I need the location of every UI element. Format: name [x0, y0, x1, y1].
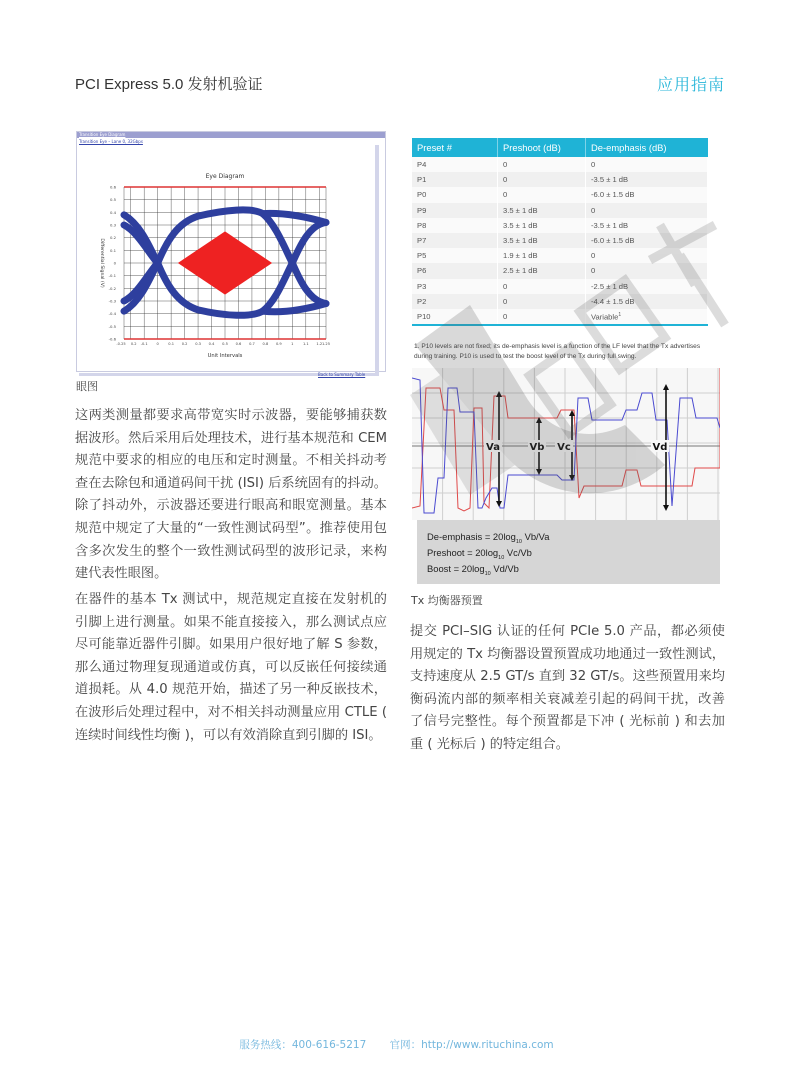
- x-tick-label: 1.2: [316, 342, 323, 346]
- cell-value: -3.5 ± 1 dB: [591, 220, 629, 230]
- table-cell: [498, 294, 586, 309]
- table-cell: [412, 279, 498, 294]
- cell-value: P8: [417, 220, 427, 230]
- table-cell: [498, 263, 586, 278]
- cell-value: 0: [503, 311, 508, 321]
- table-cell: [498, 203, 586, 218]
- table-cell: [498, 248, 586, 263]
- table-row: [412, 294, 708, 309]
- cell-value: P4: [417, 160, 427, 170]
- x-tick-label: 0.6: [235, 342, 242, 346]
- y-tick-label: -0.2: [108, 285, 116, 291]
- column-header: Preshoot (dB): [498, 138, 586, 157]
- x-tick-label: 0.2: [130, 342, 137, 346]
- paragraph-tx-test: [75, 589, 387, 747]
- paragraph-text: 这两类测量都要求高带宽实时示波器，要能够捕获数据波形。然后采用后处理技术，进行基本规范和 CEM 规范中要求的相应的电压和定时测量。不相关抖动考查在去除包和通道码间干扰 (ISI) 后系统固有的抖动。除了抖动外，示波器还要进行眼高和眼宽测量。基本规范中规定了大量的“一致性测试码型”。推荐使用包含多次发生的整个一致性测试码型的波形记录，来构建代表性眼图。: [75, 408, 387, 582]
- footnote-marker: 1: [618, 311, 622, 318]
- table-cell: [586, 157, 708, 172]
- cell-value: 0: [591, 266, 596, 276]
- formula-de-emphasis: De-emphasis = $20\log_{10}$ Vb/Va: [427, 531, 550, 545]
- table-row: [412, 172, 708, 187]
- vc-label: Vc: [557, 442, 571, 453]
- table-cell: [498, 187, 586, 202]
- cell-value: -3.5 ± 1 dB: [591, 175, 629, 185]
- website-link[interactable]: 官网：http://www.rituchina.com: [389, 1039, 554, 1051]
- table-row: [412, 187, 708, 202]
- x-tick-label: 0.3: [195, 342, 201, 346]
- chart-title: Eye Diagram: [205, 173, 245, 180]
- cell-value: 2.5 ± 1 dB: [503, 266, 538, 276]
- table-cell: [586, 233, 708, 248]
- service-hotline: 服务热线：400-616-5217: [239, 1039, 367, 1051]
- table-cell: [412, 172, 498, 187]
- table-cell: [412, 157, 498, 172]
- cell-value: P2: [417, 296, 427, 306]
- y-tick-label: 0.4: [109, 209, 116, 215]
- table-cell: [586, 187, 708, 202]
- equalizer-caption: Tx 均衡器预置: [411, 594, 483, 607]
- formula-preshoot: Preshoot = $20\log_{10}$ Vc/Vb: [427, 547, 532, 561]
- paragraph-text: 在器件的基本 Tx 测试中，规范规定直接在发射机的引脚上进行测量。如果不能直接接入，那么测试点应尽可能靠近器件引脚。如果用户很好地了解 S 参数，那么通过物理复现通道或仿真，可以反嵌任何接续通道损耗。从 4.0 规范开始，描述了另一种反嵌技术，在波形后处理过程中，对不相关抖动测量应用 CTLE ( 连续时间线性均衡 )，可以有效消除直到引脚的 ISI。: [75, 592, 387, 743]
- table-cell: [498, 218, 586, 233]
- y-tick-label: 0.1: [109, 247, 116, 253]
- cell-value: P7: [417, 236, 427, 246]
- footer: [0, 1037, 793, 1052]
- va-label: Va: [486, 442, 500, 453]
- eye-chart-area: [79, 145, 379, 376]
- transition-eye-lane-link[interactable]: Transition Eye – Lane 0, 32Gbps: [79, 139, 143, 144]
- y-tick-label: 0.5: [109, 197, 116, 203]
- table-cell: [586, 294, 708, 309]
- table-row: [412, 263, 708, 278]
- eye-mask-diamond: [178, 231, 272, 294]
- cell-value: P5: [417, 251, 427, 261]
- y-tick-label: -0.5: [108, 323, 116, 329]
- table-cell: [412, 309, 498, 325]
- cell-value: P0: [417, 190, 427, 200]
- cell-value: 1.9 ± 1 dB: [503, 251, 538, 261]
- x-tick-label: 1.25: [321, 342, 331, 346]
- cell-value: P9: [417, 205, 427, 215]
- y-tick-label: -0.6: [108, 336, 116, 342]
- cell-value: 0: [591, 160, 596, 170]
- cell-value: 3.5 ± 1 dB: [503, 220, 538, 230]
- table-cell: [586, 203, 708, 218]
- eye-diagram-chart: [79, 145, 375, 373]
- x-tick-label: 1: [291, 342, 294, 346]
- cell-value: 0: [503, 160, 508, 170]
- paragraph-text: 提交 PCI–SIG 认证的任何 PCIe 5.0 产品，都必须使用规定的 Tx 均衡器设置预置成功地通过一致性测试，支持速度从 2.5 GT/s 直到 32 GT/s。这些预置用来均衡码流内部的频率相关衰减差引起的码间干扰，改善了信号完整性。每个预置都是下冲 ( 光标前 ) 和去加重 ( 光标后 ) 的特定组合。: [410, 624, 725, 752]
- y-tick-label: 0.2: [109, 235, 116, 241]
- x-tick-label: 0.9: [276, 342, 282, 346]
- transition-eye-link[interactable]: Transition Eye Diagram: [79, 132, 126, 137]
- x-tick-label: 0: [156, 342, 159, 346]
- paragraph-measurements: [75, 405, 387, 586]
- table-cell: [412, 248, 498, 263]
- table-cell: [586, 218, 708, 233]
- formula-box: [417, 520, 720, 584]
- table-cell: [498, 309, 586, 325]
- x-tick-label: -0.25: [116, 342, 126, 346]
- cell-value: P1: [417, 175, 427, 185]
- table-cell: [412, 294, 498, 309]
- x-tick-label: 0.7: [249, 342, 255, 346]
- cell-value: 3.5 ± 1 dB: [503, 205, 538, 215]
- table-cell: [586, 172, 708, 187]
- table-cell: [586, 263, 708, 278]
- paragraph-presets: [410, 621, 725, 757]
- cell-value: 0: [503, 190, 508, 200]
- table-row: [412, 233, 708, 248]
- table-cell: [586, 279, 708, 294]
- table-cell: [412, 218, 498, 233]
- y-tick-label: -0.1: [108, 273, 116, 279]
- table-cell: [498, 233, 586, 248]
- table-cell: [498, 172, 586, 187]
- table-cell: [586, 309, 708, 325]
- formula-boost: Boost = $20\log_{10}$ Vd/Vb: [427, 563, 519, 577]
- section-label: 应用指南: [656, 75, 725, 94]
- column-header: Preset #: [412, 138, 498, 157]
- table-cell: [498, 157, 586, 172]
- x-tick-label: 0.5: [222, 342, 228, 346]
- cell-value: 0: [503, 296, 508, 306]
- cell-value: 0: [503, 281, 508, 291]
- table-footnote: 1. P10 levels are not fixed; its de-emphasis level is a function of the LF level that the Tx advertises during training. P10 is used to test the boost level of the Tx during full swing.: [414, 343, 701, 360]
- table-row: [412, 218, 708, 233]
- table-row: [412, 248, 708, 263]
- x-tick-label: 1.1: [302, 342, 309, 346]
- vb-label: Vb: [529, 442, 545, 453]
- table-cell: [586, 248, 708, 263]
- y-tick-label: -0.4: [108, 311, 116, 317]
- x-tick-label: -0.1: [140, 342, 148, 346]
- cell-value: -4.4 ± 1.5 dB: [591, 296, 635, 306]
- document-title: PCI Express 5.0 发射机验证: [75, 76, 263, 93]
- y-tick-label: 0: [113, 260, 116, 266]
- y-axis-label: Differential Signal (V): [99, 238, 104, 288]
- column-header: De-emphasis (dB): [586, 138, 708, 157]
- cell-value: P10: [417, 311, 431, 321]
- table-cell: [412, 203, 498, 218]
- cell-value: P6: [417, 266, 427, 276]
- x-tick-label: 0.4: [208, 342, 215, 346]
- x-axis-label: Unit Intervals: [207, 353, 243, 359]
- table-row: [412, 309, 708, 325]
- cell-value: P3: [417, 281, 427, 291]
- table-cell: [412, 233, 498, 248]
- table-row: [412, 157, 708, 172]
- cell-value: -6.0 ± 1.5 dB: [591, 236, 635, 246]
- eye-diagram-figure: [76, 131, 386, 372]
- y-tick-label: 0.6: [109, 184, 116, 190]
- x-tick-label: 0.2: [181, 342, 188, 346]
- back-to-summary-link[interactable]: Back to Summary Table: [318, 372, 366, 377]
- cell-value: -2.5 ± 1 dB: [591, 281, 629, 291]
- cell-value: 3.5 ± 1 dB: [503, 236, 538, 246]
- table-cell: [498, 279, 586, 294]
- cell-value: 0: [591, 251, 596, 261]
- table-cell: [412, 263, 498, 278]
- table-row: [412, 279, 708, 294]
- cell-value: Variable: [591, 312, 619, 322]
- table-row: [412, 203, 708, 218]
- table-header-row: [412, 138, 708, 157]
- table-cell: [412, 187, 498, 202]
- vd-label: Vd: [652, 442, 668, 453]
- cell-value: 0: [591, 205, 596, 215]
- eye-diagram-caption: 眼图: [76, 380, 98, 393]
- y-tick-label: 0.3: [109, 222, 116, 228]
- cell-value: -6.0 ± 1.5 dB: [591, 190, 635, 200]
- x-tick-label: 0.1: [168, 342, 174, 346]
- preset-table: [412, 138, 708, 326]
- x-tick-label: 0.8: [262, 342, 269, 346]
- y-tick-label: -0.3: [108, 298, 116, 304]
- cell-value: 0: [503, 175, 508, 185]
